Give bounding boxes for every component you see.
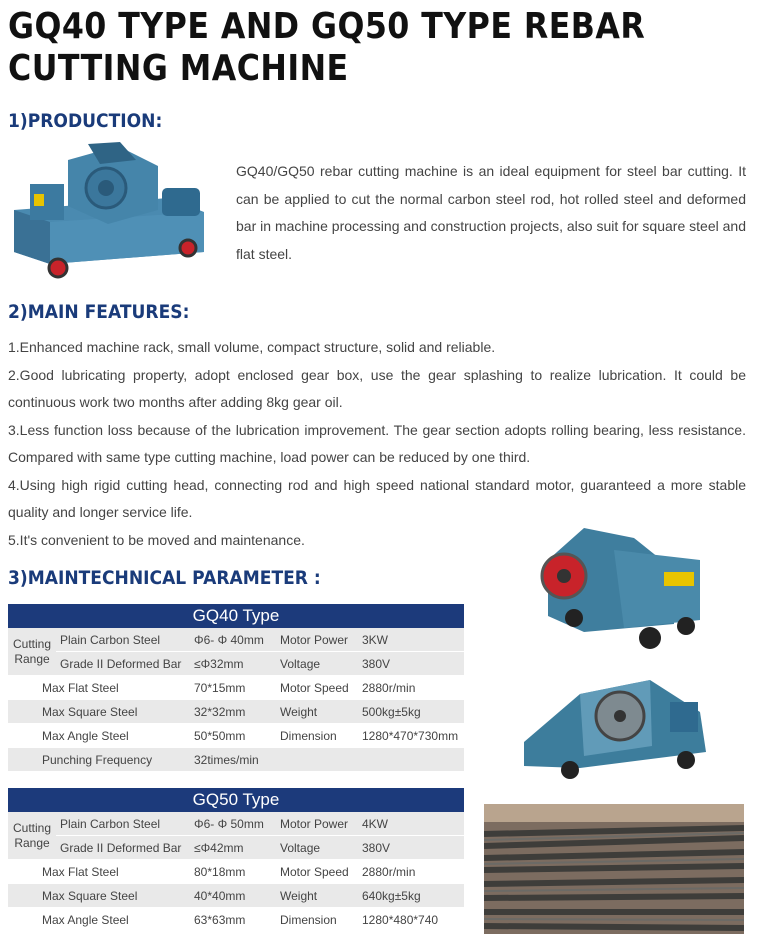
rebar-photo bbox=[484, 804, 744, 934]
spec-value: 380V bbox=[358, 652, 464, 676]
spec-value: 32times/min bbox=[190, 748, 276, 772]
feature-item: 3.Less function loss because of the lubrication improvement. The gear section adopts rolling bearing, less resistance. Compared with same type cutting machine, load power can be reduced by one third. bbox=[8, 421, 746, 465]
spec-label: Max Square Steel bbox=[8, 884, 190, 908]
machine-photo-front bbox=[8, 140, 212, 280]
spec-label: Max Flat Steel bbox=[8, 860, 190, 884]
page-title bbox=[8, 6, 659, 90]
spec-value: 50*50mm bbox=[190, 724, 276, 748]
spec-empty bbox=[358, 748, 464, 772]
spec-value: 80*18mm bbox=[190, 860, 276, 884]
spec-label: Motor Power bbox=[276, 628, 358, 652]
spec-value: 640kg±5kg bbox=[358, 884, 464, 908]
spec-label: Voltage bbox=[276, 836, 358, 860]
spec-value: 63*63mm bbox=[190, 908, 276, 932]
spec-label: Plain Carbon Steel bbox=[56, 628, 190, 652]
spec-label: Voltage bbox=[276, 652, 358, 676]
spec-value: 70*15mm bbox=[190, 676, 276, 700]
spec-label: Grade II Deformed Bar bbox=[56, 836, 190, 860]
spec-value: 32*32mm bbox=[190, 700, 276, 724]
spec-value: ≤Φ42mm bbox=[190, 836, 276, 860]
cutting-range-line: Range bbox=[14, 835, 50, 850]
cutting-range-line: Cutting bbox=[12, 820, 52, 835]
feature-item: 2.Good lubricating property, adopt enclosed gear box, use the gear splashing to realize lubrication. It could be continuous work two months after adding 8kg gear oil. bbox=[8, 366, 746, 410]
spec-value: ≤Φ32mm bbox=[190, 652, 276, 676]
spec-label: Plain Carbon Steel bbox=[56, 812, 190, 836]
spec-value: 40*40mm bbox=[190, 884, 276, 908]
spec-value: 2880r/min bbox=[358, 860, 464, 884]
spec-label: Max Angle Steel bbox=[8, 908, 190, 932]
spec-label: Max Flat Steel bbox=[8, 676, 190, 700]
cutting-range-line: Cutting bbox=[12, 636, 52, 651]
intro-paragraph: GQ40/GQ50 rebar cutting machine is an ideal equipment for steel bar cutting. It can be applied to cut the normal carbon steel rod, hot rolled steel and deformed bar in machine processing and construction projects, also suit for square steel and flat steel. bbox=[236, 163, 746, 262]
spec-value: 500kg±5kg bbox=[358, 700, 464, 724]
spec-empty bbox=[276, 748, 358, 772]
gq40-spec-table bbox=[8, 604, 464, 772]
spec-value: Φ6- Φ 40mm bbox=[190, 628, 276, 652]
spec-label: Weight bbox=[276, 884, 358, 908]
spec-value: 2880r/min bbox=[358, 676, 464, 700]
machine-photo-cover bbox=[520, 672, 716, 782]
spec-value: 380V bbox=[358, 836, 464, 860]
spec-value: 1280*470*730mm bbox=[358, 724, 464, 748]
feature-item: 4.Using high rigid cutting head, connecting rod and high speed national standard motor, guaranteed a more stable quality and longer service life. bbox=[8, 476, 746, 520]
gq40-table-header: GQ40 Type bbox=[8, 604, 464, 628]
cutting-range-label bbox=[8, 628, 56, 676]
spec-value: 4KW bbox=[358, 812, 464, 836]
spec-label: Dimension bbox=[276, 724, 358, 748]
spec-label: Grade II Deformed Bar bbox=[56, 652, 190, 676]
title-line-1: GQ40 TYPE AND GQ50 TYPE REBAR bbox=[8, 6, 646, 47]
spec-label: Max Angle Steel bbox=[8, 724, 190, 748]
spec-value: Φ6- Φ 50mm bbox=[190, 812, 276, 836]
section-heading-production: 1)PRODUCTION: bbox=[8, 110, 163, 132]
feature-item: 5.It's convenient to be moved and maintenance. bbox=[8, 531, 305, 548]
spec-value: 3KW bbox=[358, 628, 464, 652]
spec-label: Weight bbox=[276, 700, 358, 724]
spec-label: Dimension bbox=[276, 908, 358, 932]
spec-label: Max Square Steel bbox=[8, 700, 190, 724]
cutting-range-label bbox=[8, 812, 56, 860]
section-heading-parameters: 3)MAINTECHNICAL PARAMETER : bbox=[8, 567, 321, 589]
machine-photo-angle bbox=[524, 520, 704, 660]
feature-item: 1.Enhanced machine rack, small volume, compact structure, solid and reliable. bbox=[8, 339, 496, 355]
cutting-range-line: Range bbox=[14, 651, 50, 666]
gq50-table-header: GQ50 Type bbox=[8, 788, 464, 812]
spec-value: 1280*480*740 bbox=[358, 908, 464, 932]
gq50-spec-table bbox=[8, 788, 464, 932]
spec-label: Motor Speed bbox=[276, 860, 358, 884]
title-line-2: CUTTING MACHINE bbox=[8, 48, 349, 89]
spec-label: Motor Speed bbox=[276, 676, 358, 700]
section-heading-features: 2)MAIN FEATURES: bbox=[8, 301, 190, 323]
spec-label: Punching Frequency bbox=[8, 748, 190, 772]
spec-label: Motor Power bbox=[276, 812, 358, 836]
